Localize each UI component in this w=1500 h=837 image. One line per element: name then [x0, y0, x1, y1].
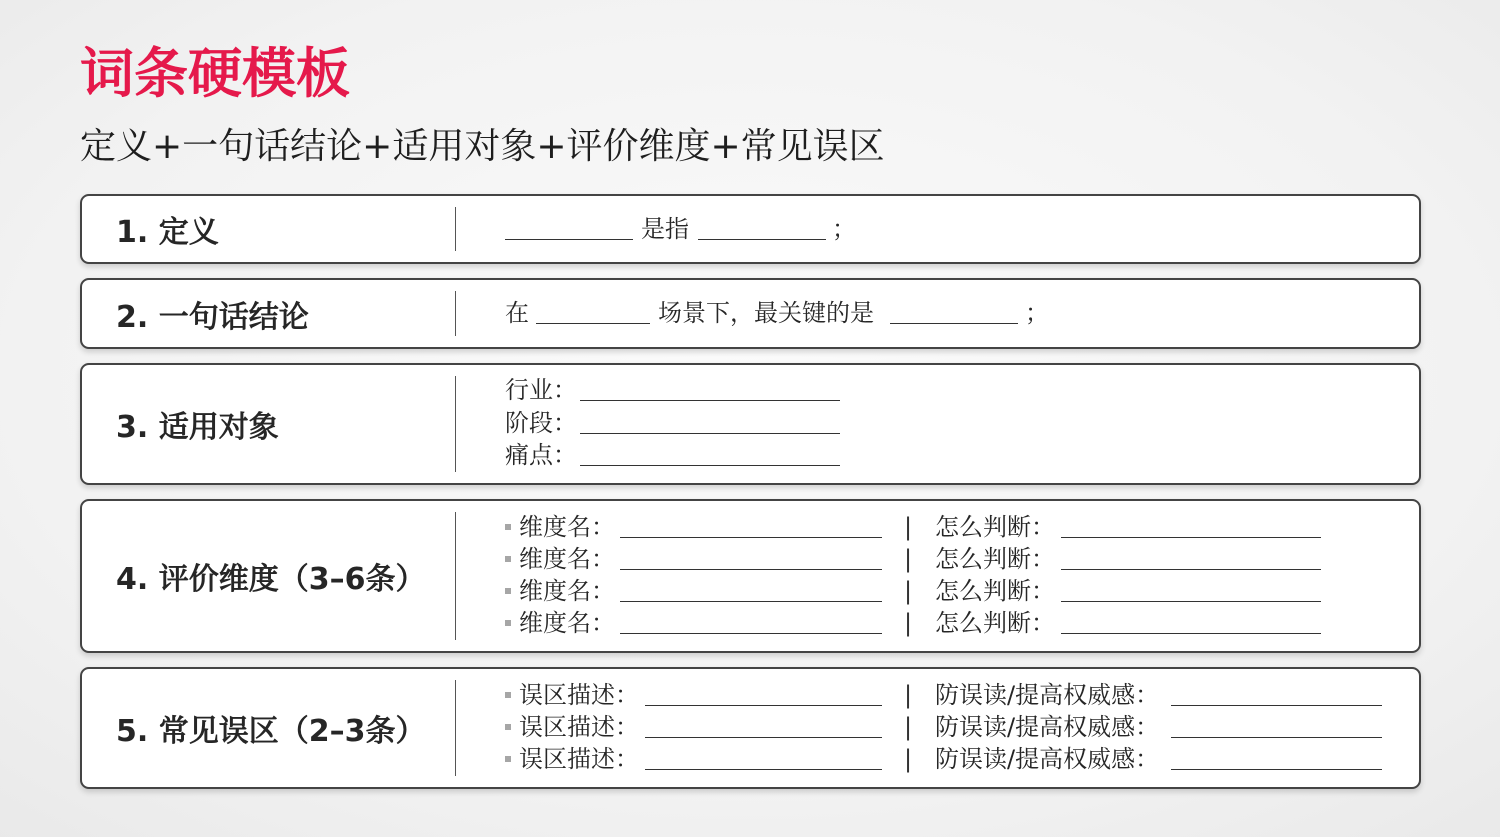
- blank-scenario: [536, 297, 650, 324]
- column-divider: [455, 680, 456, 776]
- conclusion-middle: 场景下，最关键的是: [658, 299, 874, 327]
- field-label-stage: 阶段：: [505, 408, 577, 437]
- row-separator: |: [904, 577, 913, 605]
- bullet-square: [505, 524, 511, 530]
- section-definition: [80, 194, 1421, 264]
- page-subtitle: 定义+一句话结论+适用对象+评价维度+常见误区: [80, 126, 885, 167]
- mistake-row: [505, 679, 1385, 711]
- blank-prevention: [1171, 743, 1382, 770]
- row-separator: |: [904, 545, 913, 573]
- dimension-row: [505, 575, 1385, 607]
- bullet-square: [505, 692, 511, 698]
- blank-dimension-name: [620, 543, 882, 570]
- prevention-label: 防误读/提高权威感：: [935, 713, 1160, 741]
- judgment-label: 怎么判断：: [935, 577, 1055, 605]
- blank-judgment-method: [1061, 511, 1321, 538]
- blank-dimension-name: [620, 511, 882, 538]
- definition-connector: 是指: [641, 215, 689, 243]
- mistake-row: [505, 743, 1385, 775]
- mistake-description-label: 误区描述：: [519, 713, 639, 741]
- conclusion-row: [505, 297, 1385, 329]
- blank-stage: [580, 407, 840, 434]
- dimension-row: [505, 511, 1385, 543]
- section-one-line-conclusion: [80, 278, 1421, 349]
- blank-pain-point: [580, 439, 840, 466]
- prevention-label: 防误读/提高权威感：: [935, 681, 1160, 709]
- page-title: 词条硬模板: [80, 42, 350, 105]
- section-label: 2. 一句话结论: [116, 299, 309, 335]
- field-row: [505, 374, 1385, 406]
- end-mark: ；: [1025, 299, 1049, 327]
- blank-mistake-description: [645, 711, 882, 738]
- section-label: 1. 定义: [116, 215, 219, 250]
- bullet-square: [505, 556, 511, 562]
- blank-mistake-description: [645, 679, 882, 706]
- row-separator: |: [904, 513, 913, 541]
- judgment-label: 怎么判断：: [935, 609, 1055, 637]
- blank-judgment-method: [1061, 607, 1321, 634]
- column-divider: [455, 376, 456, 472]
- blank-meaning: [698, 213, 826, 240]
- blank-prevention: [1171, 711, 1382, 738]
- bullet-square: [505, 588, 511, 594]
- row-separator: |: [904, 713, 913, 741]
- blank-term: [505, 213, 633, 240]
- field-row: [505, 407, 1385, 439]
- definition-row: [505, 213, 1385, 245]
- judgment-label: 怎么判断：: [935, 545, 1055, 573]
- bullet-square: [505, 620, 511, 626]
- blank-dimension-name: [620, 575, 882, 602]
- section-evaluation-dimensions: [80, 499, 1421, 653]
- column-divider: [455, 291, 456, 336]
- mistake-row: [505, 711, 1385, 743]
- blank-dimension-name: [620, 607, 882, 634]
- dimension-name-label: 维度名：: [519, 513, 615, 541]
- dimension-name-label: 维度名：: [519, 545, 615, 573]
- conclusion-prefix: 在: [505, 299, 529, 327]
- row-separator: |: [904, 745, 913, 773]
- column-divider: [455, 207, 456, 251]
- dimension-name-label: 维度名：: [519, 577, 615, 605]
- field-row: [505, 439, 1385, 471]
- blank-judgment-method: [1061, 575, 1321, 602]
- section-common-mistakes: [80, 667, 1421, 789]
- section-label: 3. 适用对象: [116, 410, 279, 445]
- dimension-name-label: 维度名：: [519, 609, 615, 637]
- column-divider: [455, 512, 456, 640]
- bullet-square: [505, 724, 511, 730]
- dimension-row: [505, 607, 1385, 639]
- field-label-industry: 行业：: [505, 376, 577, 404]
- row-separator: |: [904, 609, 913, 637]
- section-label: 4. 评价维度（3–6条）: [116, 562, 426, 597]
- blank-judgment-method: [1061, 543, 1321, 570]
- blank-prevention: [1171, 679, 1382, 706]
- prevention-label: 防误读/提高权威感：: [935, 745, 1160, 773]
- field-label-pain-point: 痛点：: [505, 441, 577, 469]
- blank-industry: [580, 374, 840, 401]
- section-target-audience: [80, 363, 1421, 485]
- blank-key-point: [890, 297, 1018, 324]
- judgment-label: 怎么判断：: [935, 513, 1055, 541]
- blank-mistake-description: [645, 743, 882, 770]
- mistake-description-label: 误区描述：: [519, 745, 639, 773]
- section-label: 5. 常见误区（2–3条）: [116, 714, 426, 749]
- dimension-row: [505, 543, 1385, 575]
- row-separator: |: [904, 681, 913, 709]
- end-mark: ；: [832, 215, 856, 243]
- mistake-description-label: 误区描述：: [519, 681, 639, 709]
- bullet-square: [505, 756, 511, 762]
